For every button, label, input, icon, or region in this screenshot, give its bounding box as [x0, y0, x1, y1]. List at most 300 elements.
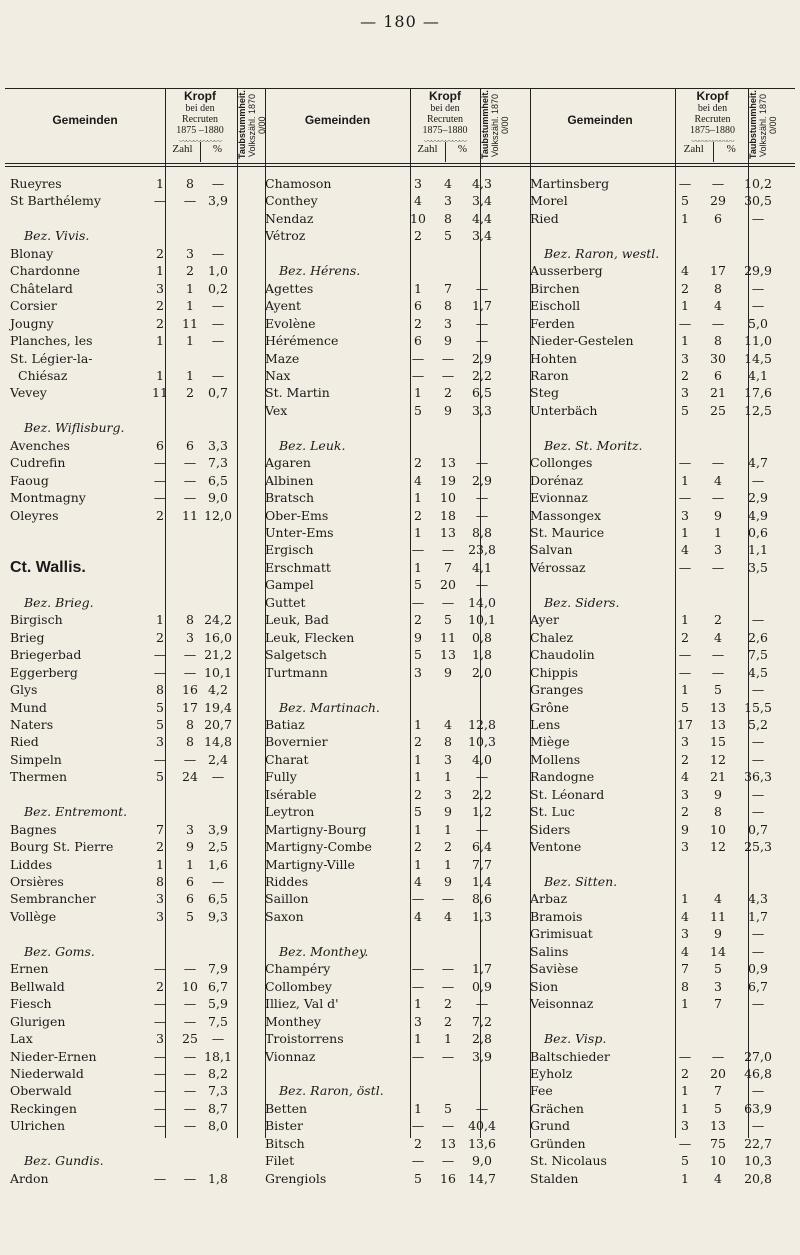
table-row: [265, 192, 530, 209]
recruits-percent: 13: [440, 455, 456, 471]
recruits-percent: —: [711, 315, 725, 331]
commune-name: Chiésaz: [18, 367, 68, 383]
deafmute-rate: —: [751, 943, 765, 959]
commune-name: Evolène: [265, 315, 316, 331]
table-row: [530, 227, 795, 244]
commune-name: Ried: [530, 210, 559, 226]
deafmute-rate: 46,8: [744, 1065, 772, 1081]
deafmute-rate: 3,5: [748, 559, 768, 575]
deafmute-rate: —: [475, 821, 489, 837]
table-row: [10, 332, 265, 349]
recruits-percent: 10: [710, 1153, 726, 1169]
table-row: [10, 611, 265, 628]
commune-name: St Barthélemy: [10, 193, 101, 209]
table-row: [10, 524, 265, 541]
commune-name: Chamoson: [265, 176, 332, 191]
commune-name: Randogne: [530, 769, 595, 785]
deafmute-rate: 3,4: [472, 193, 492, 209]
recruits-count: —: [153, 664, 167, 680]
commune-name: Grund: [530, 1118, 571, 1134]
recruits-count: 3: [156, 280, 164, 296]
recruits-count: 2: [681, 367, 689, 383]
recruits-count: —: [678, 647, 692, 663]
commune-name: Bez. Brieg.: [24, 594, 94, 610]
table-row: [10, 908, 265, 925]
commune-name: Troistorrens: [265, 1031, 344, 1047]
table-row: [10, 280, 265, 297]
commune-name: Massongex: [530, 507, 602, 523]
table-row: [265, 245, 530, 262]
deafmute-rate: 12,8: [468, 716, 496, 732]
kropf-wave: 〰〰〰〰〰〰: [424, 137, 466, 146]
table-row: [530, 733, 795, 750]
commune-name: Bramois: [530, 908, 583, 924]
recruits-count: 5: [414, 804, 422, 820]
table-row: [265, 524, 530, 541]
recruits-percent: 1: [186, 333, 194, 349]
recruits-percent: 5: [186, 908, 194, 924]
commune-name: Veisonnaz: [530, 996, 594, 1012]
deafmute-rate: —: [751, 786, 765, 802]
kropf-subtitle: [410, 103, 480, 136]
recruits-percent: —: [183, 1048, 197, 1064]
recruits-count: 4: [681, 542, 689, 558]
commune-name: Nieder-Ernen: [10, 1048, 97, 1064]
recruits-count: —: [153, 751, 167, 767]
table-row: [530, 1100, 795, 1117]
recruits-percent: —: [183, 472, 197, 488]
deafmute-rate: 2,6: [748, 629, 768, 645]
recruits-percent: —: [183, 455, 197, 471]
commune-name: St. Maurice: [530, 525, 605, 540]
table-row: [10, 890, 265, 907]
recruits-percent: 30: [710, 350, 726, 366]
recruits-percent: 24: [182, 769, 198, 785]
table-row: [10, 1100, 265, 1117]
commune-name: Liddes: [10, 856, 53, 872]
recruits-percent: —: [183, 996, 197, 1012]
commune-name: Bez. Gundis.: [24, 1153, 104, 1169]
recruits-percent: 11: [710, 908, 726, 924]
commune-name: Collonges: [530, 455, 593, 471]
table-row: [265, 681, 530, 698]
commune-name: Turtmann: [265, 664, 328, 680]
kropf-sub-line-1: bei den: [185, 103, 215, 114]
recruits-percent: —: [441, 367, 455, 383]
commune-name: Bez. Wiflisburg.: [24, 420, 125, 436]
deafmute-rate: 8,2: [208, 1065, 228, 1081]
deafmute-rate: —: [751, 1083, 765, 1099]
deafmute-rate: 0,7: [208, 385, 228, 401]
recruits-percent: 13: [440, 525, 456, 540]
recruits-percent: 8: [714, 333, 722, 349]
table-row: [265, 838, 530, 855]
recruits-count: —: [411, 542, 425, 558]
table-row: [530, 489, 795, 506]
recruits-percent: 5: [444, 612, 452, 628]
recruits-percent: 7: [714, 996, 722, 1012]
recruits-count: 9: [414, 629, 422, 645]
deafmute-rate: 7,7: [472, 856, 492, 872]
recruits-count: 8: [681, 978, 689, 994]
commune-name: Bovernier: [265, 734, 328, 750]
recruits-percent: —: [441, 891, 455, 907]
table-row: [530, 524, 795, 541]
table-row: [530, 367, 795, 384]
deafmute-rate: 29,9: [744, 263, 772, 279]
table-row: [10, 437, 265, 454]
commune-name: Isérable: [265, 786, 317, 802]
commune-name: Unter-Ems: [265, 525, 334, 540]
deafmute-rate: —: [211, 1031, 225, 1047]
recruits-count: 5: [681, 402, 689, 418]
deafmute-rate: 20,7: [204, 716, 232, 732]
recruits-count: 3: [414, 176, 422, 191]
recruits-count: 6: [156, 437, 164, 453]
district-heading: [265, 1082, 530, 1099]
table-row: [530, 786, 795, 803]
deafmute-rate: 15,5: [744, 699, 772, 715]
kropf-subtitle: [165, 103, 235, 136]
commune-name: Bez. Raron, westl.: [544, 245, 660, 261]
deafmute-rate: 8,8: [472, 525, 492, 540]
recruits-count: 3: [156, 734, 164, 750]
commune-name: Illiez, Val d': [265, 996, 339, 1012]
table-row: [530, 681, 795, 698]
recruits-count: —: [411, 1118, 425, 1134]
deafmute-rate: 1,6: [208, 856, 228, 872]
recruits-percent: —: [441, 961, 455, 977]
table-row: [10, 1030, 265, 1047]
district-heading: [530, 437, 795, 454]
commune-name: Birchen: [530, 280, 580, 296]
district-heading: [265, 262, 530, 279]
commune-name: Nax: [265, 367, 291, 383]
recruits-count: 5: [681, 699, 689, 715]
table-row: [10, 367, 265, 384]
recruits-count: 1: [681, 612, 689, 628]
table-row: [530, 210, 795, 227]
commune-name: Guttet: [265, 594, 306, 610]
deafmute-rate: 3,9: [472, 1048, 492, 1064]
recruits-percent: —: [183, 664, 197, 680]
deafmute-rate: —: [475, 507, 489, 523]
recruits-count: 5: [681, 193, 689, 209]
percent-header: %: [212, 143, 223, 155]
table-row: [530, 699, 795, 716]
recruits-percent: 9: [444, 664, 452, 680]
table-row: [265, 629, 530, 646]
recruits-count: —: [411, 1153, 425, 1169]
recruits-count: 4: [414, 908, 422, 924]
deafmute-rate: 4,9: [748, 507, 768, 523]
deafmute-rate: —: [475, 577, 489, 593]
deafmute-rate: 2,9: [472, 350, 492, 366]
recruits-count: —: [678, 559, 692, 575]
recruits-count: 2: [414, 1135, 422, 1151]
deafmute-rate: —: [751, 1118, 765, 1134]
deafmute-rate: 14,5: [744, 350, 772, 366]
table-row: [265, 768, 530, 785]
recruits-count: 4: [414, 193, 422, 209]
recruits-count: 2: [156, 507, 164, 523]
recruits-percent: 3: [186, 629, 194, 645]
table-row: [10, 960, 265, 977]
deafmute-rate: —: [211, 333, 225, 349]
commune-name: Blonay: [10, 245, 54, 261]
recruits-count: 1: [681, 298, 689, 314]
kropf-title: Kropf: [696, 89, 729, 103]
table-row: [530, 384, 795, 401]
table-row: [530, 332, 795, 349]
commune-name: Fully: [265, 769, 297, 785]
commune-name: Châtelard: [10, 280, 73, 296]
recruits-count: —: [678, 455, 692, 471]
commune-name: Bagnes: [10, 821, 57, 837]
taub-line-1: Taubstummheit.: [748, 90, 758, 160]
recruits-count: 1: [414, 996, 422, 1012]
recruits-percent: 4: [714, 472, 722, 488]
table-row: [530, 419, 795, 436]
table-row: [265, 210, 530, 227]
table-row: [265, 978, 530, 995]
taub-line-2: Volkszähl. 1870: [490, 93, 500, 157]
deafmute-rate: 0,7: [748, 821, 768, 837]
recruits-percent: 16: [182, 682, 198, 698]
deafmute-rate: 3,3: [472, 402, 492, 418]
table-row: [265, 594, 530, 611]
recruits-count: —: [411, 978, 425, 994]
recruits-count: —: [678, 490, 692, 506]
taub-line-2: Volkszähl. 1870: [247, 93, 257, 157]
recruits-percent: 4: [714, 629, 722, 645]
deafmute-rate: 14,7: [468, 1170, 496, 1186]
deafmute-rate: 1,3: [472, 908, 492, 924]
recruits-count: 2: [414, 228, 422, 244]
recruits-count: —: [153, 1100, 167, 1116]
deafmute-rate: 10,1: [204, 664, 232, 680]
commune-name: Stalden: [530, 1170, 579, 1186]
table-row: [10, 646, 265, 663]
recruits-percent: 2: [186, 385, 194, 401]
deafmute-rate: 6,7: [208, 978, 228, 994]
recruits-percent: 4: [444, 908, 452, 924]
recruits-count: 1: [414, 1100, 422, 1116]
kropf-col-divider: [445, 142, 446, 162]
recruits-count: 7: [681, 961, 689, 977]
deafmute-rate: 4,1: [748, 367, 768, 383]
deafmute-rate: 36,3: [744, 769, 772, 785]
recruits-percent: 2: [444, 385, 452, 401]
commune-name: St. Luc: [530, 804, 575, 820]
commune-name: Salgetsch: [265, 647, 327, 663]
recruits-count: 5: [156, 769, 164, 785]
commune-name: Evionnaz: [530, 490, 588, 506]
recruits-count: —: [678, 1135, 692, 1151]
deafmute-rate: —: [751, 926, 765, 942]
recruits-count: 1: [414, 751, 422, 767]
deafmute-rate: 10,3: [468, 734, 496, 750]
recruits-percent: 2: [186, 263, 194, 279]
table-row: [265, 733, 530, 750]
deafmute-rate: 17,6: [744, 385, 772, 401]
taubstummheit-label: [748, 90, 776, 160]
kropf-col-divider: [200, 142, 201, 162]
recruits-percent: 10: [440, 490, 456, 506]
gemeinden-label: Gemeinden: [52, 113, 118, 127]
deafmute-rate: 5,2: [748, 716, 768, 732]
table-row: [10, 315, 265, 332]
table-row: [10, 1135, 265, 1152]
deafmute-rate: 4,3: [472, 176, 492, 191]
commune-name: Steg: [530, 385, 559, 401]
commune-name: Grächen: [530, 1100, 584, 1116]
deafmute-rate: 19,4: [204, 699, 232, 715]
commune-name: Bez. Hérens.: [279, 263, 361, 279]
commune-name: Thermen: [10, 769, 68, 785]
recruits-count: 3: [681, 734, 689, 750]
table-row: [265, 297, 530, 314]
kropf-sub-line-1: bei den: [697, 103, 728, 114]
commune-name: Faoug: [10, 472, 49, 488]
deafmute-rate: 21,2: [204, 647, 232, 663]
table-row: [10, 821, 265, 838]
table-row: [265, 925, 530, 942]
deafmute-rate: 5,0: [748, 315, 768, 331]
commune-name: Conthey: [265, 193, 318, 209]
recruits-percent: 3: [714, 978, 722, 994]
recruits-count: 3: [681, 1118, 689, 1134]
recruits-count: 6: [414, 298, 422, 314]
deafmute-rate: 6,5: [208, 891, 228, 907]
deafmute-rate: —: [211, 315, 225, 331]
commune-name: Lax: [10, 1031, 33, 1047]
deafmute-rate: 30,5: [744, 193, 772, 209]
table-row: [530, 280, 795, 297]
recruits-percent: 6: [714, 210, 722, 226]
kropf-wave: 〰〰〰〰〰〰: [691, 137, 734, 146]
commune-name: Martigny-Ville: [265, 856, 355, 872]
table-row: [530, 541, 795, 558]
kropf-sub-line-2: Recruten: [694, 114, 731, 125]
recruits-percent: —: [711, 1048, 725, 1064]
recruits-count: 2: [414, 734, 422, 750]
table-row: [265, 960, 530, 977]
recruits-count: —: [153, 1118, 167, 1134]
recruits-percent: 3: [186, 245, 194, 261]
recruits-count: 3: [681, 786, 689, 802]
kropf-subtitle: [675, 103, 750, 136]
commune-name: Niederwald: [10, 1065, 84, 1081]
commune-name: Jougny: [10, 315, 54, 331]
recruits-count: 1: [681, 1100, 689, 1116]
commune-name: Brieg: [10, 629, 45, 645]
recruits-count: 1: [414, 280, 422, 296]
recruits-percent: —: [183, 751, 197, 767]
recruits-count: 2: [681, 280, 689, 296]
commune-name: Chaudolin: [530, 647, 595, 663]
commune-name: Hohten: [530, 350, 577, 366]
recruits-percent: 13: [710, 716, 726, 732]
table-row: [265, 1100, 530, 1117]
district-heading: [530, 873, 795, 890]
table-row: [530, 664, 795, 681]
deafmute-rate: 20,8: [744, 1170, 772, 1186]
table-row: [265, 890, 530, 907]
deafmute-rate: —: [475, 996, 489, 1012]
commune-name: Bez. St. Moritz.: [544, 437, 643, 453]
table-row: [10, 1170, 265, 1187]
recruits-percent: 4: [714, 891, 722, 907]
commune-name: Eyholz: [530, 1065, 573, 1081]
table-row: [530, 1048, 795, 1065]
recruits-percent: 12: [710, 751, 726, 767]
commune-name: Bez. Leuk.: [279, 437, 346, 453]
recruits-percent: 14: [710, 943, 726, 959]
deafmute-rate: 1,0: [208, 263, 228, 279]
recruits-percent: —: [441, 1153, 455, 1169]
commune-name: Siders: [530, 821, 571, 837]
recruits-count: 1: [156, 333, 164, 349]
recruits-percent: 8: [186, 734, 194, 750]
recruits-percent: 9: [186, 839, 194, 855]
recruits-percent: 13: [710, 699, 726, 715]
commune-name: Bister: [265, 1118, 303, 1134]
deafmute-rate: 4,4: [472, 210, 492, 226]
table-row: [265, 454, 530, 471]
commune-name: Ernen: [10, 961, 49, 977]
table-row: [530, 768, 795, 785]
recruits-count: 2: [156, 839, 164, 855]
commune-name: Oleyres: [10, 507, 59, 523]
recruits-count: 1: [156, 367, 164, 383]
recruits-count: 5: [414, 402, 422, 418]
recruits-percent: —: [183, 193, 197, 209]
recruits-percent: 2: [444, 996, 452, 1012]
recruits-count: 3: [156, 1031, 164, 1047]
commune-name: Bez. Sitten.: [544, 874, 618, 889]
deafmute-rate: 2,9: [748, 490, 768, 506]
deafmute-rate: 12,5: [744, 402, 772, 418]
commune-name: Fiesch: [10, 996, 52, 1012]
recruits-percent: 8: [186, 612, 194, 628]
recruits-percent: —: [183, 1083, 197, 1099]
table-row: [10, 262, 265, 279]
commune-name: Martigny-Bourg: [265, 821, 367, 837]
district-heading: [265, 437, 530, 454]
recruits-percent: 1: [444, 769, 452, 785]
table-row: [10, 716, 265, 733]
recruits-count: —: [678, 176, 692, 191]
recruits-count: 4: [681, 263, 689, 279]
table-row: [10, 402, 265, 419]
commune-name: Agettes: [265, 280, 314, 296]
recruits-count: 2: [681, 751, 689, 767]
commune-name: Ober-Ems: [265, 507, 329, 523]
recruits-count: 2: [156, 298, 164, 314]
table-row: [10, 576, 265, 593]
recruits-percent: 9: [444, 402, 452, 418]
zahl-header: Zahl: [417, 143, 438, 155]
deafmute-rate: 4,2: [208, 682, 228, 698]
commune-name: Ulrichen: [10, 1118, 66, 1134]
deafmute-rate: 8,7: [208, 1100, 228, 1116]
recruits-count: —: [411, 1048, 425, 1064]
table-row: [265, 332, 530, 349]
table-row: [530, 995, 795, 1012]
kropf-years: 1875–1880: [422, 125, 468, 136]
table-row: [265, 1117, 530, 1134]
